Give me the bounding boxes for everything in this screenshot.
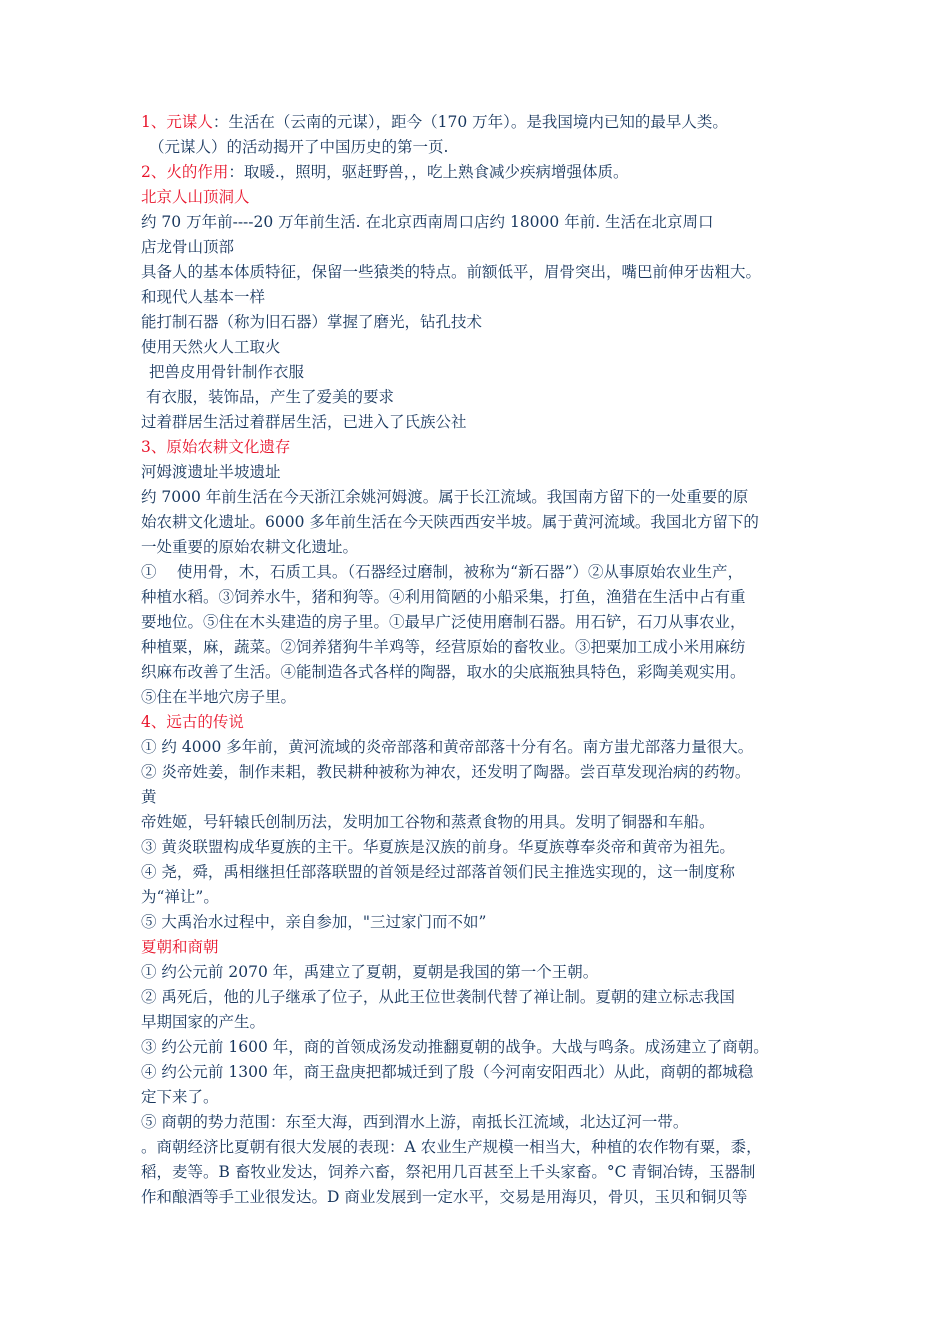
text-line xyxy=(141,910,821,935)
text-line xyxy=(141,835,821,860)
line-text: ① 使用骨，木，石质工具。（石器经过磨制，被称为“新石器”）②从事原始农业生产， xyxy=(141,563,744,581)
line-text: 织麻布改善了生活。④能制造各式各样的陶器，取水的尖底瓶独具特色，彩陶美观实用。 xyxy=(141,663,746,681)
line-text: ④ 尧，舜，禹相继担任部落联盟的首领是经过部落首领们民主推选实现的，这一制度称 xyxy=(141,863,735,881)
text-line xyxy=(141,935,821,960)
text-line xyxy=(141,685,821,710)
line-text: ③ 约公元前 1600 年，商的首领成汤发动推翻夏朝的战争。大战与鸣条。成汤建立了商朝。 xyxy=(141,1038,769,1056)
line-text: 约 7000 年前生活在今天浙江余姚河姆渡。属于长江流域。我国南方留下的一处重要的原 xyxy=(141,488,749,506)
text-line xyxy=(141,885,821,910)
text-line xyxy=(141,260,821,285)
line-text: 使用天然火人工取火 xyxy=(141,338,281,356)
line-text: ⑤住在半地穴房子里。 xyxy=(141,688,297,706)
text-line xyxy=(141,1110,821,1135)
text-line xyxy=(141,860,821,885)
text-line xyxy=(141,385,821,410)
line-text: ③ 黄炎联盟构成华夏族的主干。华夏族是汉族的前身。华夏族尊奉炎帝和黄帝为祖先。 xyxy=(141,838,735,856)
text-line xyxy=(141,310,821,335)
line-text: 定下来了。 xyxy=(141,1088,219,1106)
text-line xyxy=(141,235,821,260)
line-text: 为“禅让”。 xyxy=(141,888,219,906)
line-text: ① 约 4000 多年前，黄河流域的炎帝部落和黄帝部落十分有名。南方蚩尤部落力量很大。 xyxy=(141,738,754,756)
text-line xyxy=(141,1035,821,1060)
line-text: 把兽皮用骨针制作衣服 xyxy=(149,363,305,381)
line-text: 和现代人基本一样 xyxy=(141,288,266,306)
text-line xyxy=(141,185,821,210)
line-text: （元谋人）的活动揭开了中国历史的第一页. xyxy=(149,138,449,156)
text-line xyxy=(141,210,821,235)
text-line xyxy=(141,810,821,835)
line-text: 河姆渡遗址半坡遗址 xyxy=(141,463,281,481)
section-heading: 3、原始农耕文化遗存 xyxy=(141,438,291,456)
line-text: ④ 约公元前 1300 年，商王盘庚把都城迁到了殷（今河南安阳西北）从此，商朝的都城稳 xyxy=(141,1063,754,1081)
text-line xyxy=(141,1010,821,1035)
document-body xyxy=(141,110,821,1210)
text-line xyxy=(141,1160,821,1185)
text-line xyxy=(141,635,821,660)
text-line xyxy=(141,760,821,785)
line-text: 。商朝经济比夏朝有很大发展的表现：A 农业生产规模一相当大，种植的农作物有粟，黍， xyxy=(141,1138,762,1156)
line-text: 店龙骨山顶部 xyxy=(141,238,235,256)
text-line xyxy=(141,710,821,735)
line-text: ② 炎帝姓姜，制作耒耜，教民耕种被称为神农，还发明了陶器。尝百草发现治病的药物。 xyxy=(141,763,751,781)
text-line xyxy=(141,985,821,1010)
line-text: 早期国家的产生。 xyxy=(141,1013,266,1031)
section-heading: 2、火的作用 xyxy=(141,163,229,181)
text-line xyxy=(141,285,821,310)
text-line xyxy=(141,1060,821,1085)
section-heading: 4、远古的传说 xyxy=(141,713,244,731)
text-line xyxy=(141,335,821,360)
text-line xyxy=(141,160,821,185)
text-line xyxy=(141,585,821,610)
text-line xyxy=(141,1085,821,1110)
line-text: ：生活在（云南的元谋），距今（170 万年）。是我国境内已知的最早人类。 xyxy=(212,113,728,131)
line-text: 种植粟，麻，蔬菜。②饲养猪狗牛羊鸡等，经营原始的畜牧业。③把粟加工成小米用麻纺 xyxy=(141,638,746,656)
text-line xyxy=(141,610,821,635)
text-line xyxy=(141,535,821,560)
text-line xyxy=(141,660,821,685)
line-text: ⑤ 大禹治水过程中，亲自参加，"三过家门而不如” xyxy=(141,913,487,931)
line-text: ⑤ 商朝的势力范围：东至大海，西到渭水上游，南抵长江流域，北达辽河一带。 xyxy=(141,1113,689,1131)
section-heading: 夏朝和商朝 xyxy=(141,938,219,956)
section-heading: 北京人山顶洞人 xyxy=(141,188,250,206)
text-line xyxy=(141,735,821,760)
text-line xyxy=(141,435,821,460)
text-line xyxy=(141,1135,821,1160)
line-text: 稻，麦等。B 畜牧业发达，饲养六畜，祭祀用几百甚至上千头家畜。°C 青铜冶铸，玉器制 xyxy=(141,1163,756,1181)
line-text: ：取暖.，照明，驱赶野兽，，吃上熟食减少疾病增强体质。 xyxy=(228,163,629,181)
line-text: 一处重要的原始农耕文化遗址。 xyxy=(141,538,359,556)
line-text: 有衣服，装饰品，产生了爱美的要求 xyxy=(146,388,395,406)
line-text: 黄 xyxy=(141,788,157,806)
line-text: 约 70 万年前----20 万年前生活. 在北京西南周口店约 18000 年前. 生活在北京周口 xyxy=(141,213,714,231)
text-line xyxy=(141,135,821,160)
line-text: 始农耕文化遗址。6000 多年前生活在今天陕西西安半坡。属于黄河流域。我国北方留下的 xyxy=(141,513,759,531)
text-line xyxy=(141,560,821,585)
text-line xyxy=(141,1185,821,1210)
line-text: ① 约公元前 2070 年，禹建立了夏朝，夏朝是我国的第一个王朝。 xyxy=(141,963,599,981)
text-line xyxy=(141,360,821,385)
text-line xyxy=(141,410,821,435)
text-line xyxy=(141,785,821,810)
text-line xyxy=(141,460,821,485)
line-text: ② 禹死后，他的儿子继承了位子，从此王位世袭制代替了禅让制。夏朝的建立标志我国 xyxy=(141,988,735,1006)
section-heading: 1、元谋人 xyxy=(141,113,213,131)
text-line xyxy=(141,510,821,535)
line-text: 作和酿酒等手工业很发达。D 商业发展到一定水平，交易是用海贝，骨贝，玉贝和铜贝等 xyxy=(141,1188,748,1206)
line-text: 要地位。⑤住在木头建造的房子里。①最早广泛使用磨制石器。用石铲，石刀从事农业， xyxy=(141,613,746,631)
line-text: 帝姓姬，号轩辕氏创制历法，发明加工谷物和蒸煮食物的用具。发明了铜器和车船。 xyxy=(141,813,715,831)
line-text: 能打制石器（称为旧石器）掌握了磨光，钻孔技术 xyxy=(141,313,483,331)
line-text: 具备人的基本体质特征，保留一些猿类的特点。前额低平，眉骨突出，嘴巴前伸牙齿粗大。 xyxy=(141,263,762,281)
line-text: 过着群居生活过着群居生活，已进入了氏族公社 xyxy=(141,413,467,431)
text-line xyxy=(141,485,821,510)
line-text: 种植水稻。③饲养水牛，猪和狗等。④利用简陋的小船采集，打鱼，渔猎在生活中占有重 xyxy=(141,588,746,606)
text-line xyxy=(141,960,821,985)
text-line xyxy=(141,110,821,135)
